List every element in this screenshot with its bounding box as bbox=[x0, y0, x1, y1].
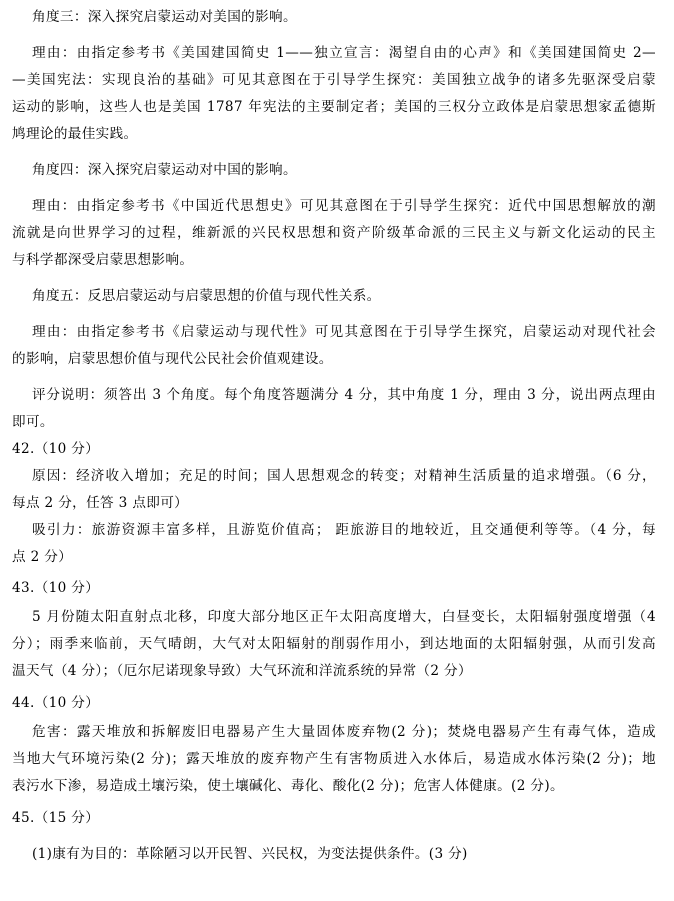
q43-answer-line-1: 5 月份随太阳直射点北移，印度大部分地区正午太阳高度增大，白昼变长，太阳辐射强度增强（4 bbox=[32, 609, 656, 625]
q45-part-1-answer: (1)康有为目的：革除陋习以开民智、兴民权，为变法提供条件。(3 分) bbox=[32, 846, 468, 862]
reason-four-line-3: 与科学都深受启蒙思想影响。 bbox=[12, 252, 194, 268]
q44-answer-line-1: 危害：露天堆放和拆解废旧电器易产生大量固体废弃物(2 分)；焚烧电器易产生有毒气体，造成 bbox=[32, 724, 656, 740]
question-42-heading: 42.（10 分） bbox=[12, 441, 100, 457]
q42-attraction-line-2: 点 2 分） bbox=[12, 549, 73, 565]
reason-three-line-2: —美国宪法：实现良治的基础》可见其意图在于引导学生探究：美国独立战争的诸多先驱深受启蒙 bbox=[12, 72, 656, 88]
q44-answer-line-2: 当地大气环境污染(2 分)；露天堆放的废弃物产生有害物质进入水体后，易造成水体污染(2 分)；地 bbox=[12, 751, 656, 767]
angle-three-heading: 角度三：深入探究启蒙运动对美国的影响。 bbox=[32, 9, 297, 25]
reason-five-line-1: 理由：由指定参考书《启蒙运动与现代性》可见其意图在于引导学生探究，启蒙运动对现代社会 bbox=[32, 324, 656, 340]
q42-attraction-line-1: 吸引力：旅游资源丰富多样，且游览价值高； 距旅游目的地较近，且交通便利等等。（4 分，每 bbox=[32, 522, 656, 538]
reason-five-line-2: 的影响，启蒙思想价值与现代公民社会价值观建设。 bbox=[12, 351, 333, 367]
question-45-heading: 45.（15 分） bbox=[12, 810, 100, 826]
angle-four-heading: 角度四：深入探究启蒙运动对中国的影响。 bbox=[32, 162, 297, 178]
reason-four-line-2: 流就是向世界学习的过程，维新派的兴民权思想和资产阶级革命派的三民主义与新文化运动的民主 bbox=[12, 225, 656, 241]
angle-five-heading: 角度五：反思启蒙运动与启蒙思想的价值与现代性关系。 bbox=[32, 288, 381, 304]
reason-three-line-4: 鸠理论的最佳实践。 bbox=[12, 126, 138, 142]
q44-answer-line-3: 表污水下渗，易造成土壤污染，使土壤碱化、毒化、酸化(2 分)；危害人体健康。(2 分)。 bbox=[12, 778, 564, 794]
reason-three-line-1: 理由：由指定参考书《美国建国简史 1——独立宣言：渴望自由的心声》和《美国建国简史 2— bbox=[32, 45, 656, 61]
q42-reason-line-1: 原因：经济收入增加；充足的时间；国人思想观念的转变；对精神生活质量的追求增强。（6 分， bbox=[32, 468, 656, 484]
scoring-note-line-1: 评分说明：须答出 3 个角度。每个角度答题满分 4 分，其中角度 1 分，理由 3 分，说出两点理由 bbox=[32, 387, 656, 403]
reason-three-line-3: 运动的影响，这些人也是美国 1787 年宪法的主要制定者；美国的三权分立政体是启蒙思想家孟德斯 bbox=[12, 99, 656, 115]
scoring-note-line-2: 即可。 bbox=[12, 414, 54, 430]
q43-answer-line-2: 分）；雨季来临前，天气晴朗，大气对太阳辐射的削弱作用小，到达地面的太阳辐射强，从而引发高 bbox=[12, 636, 656, 652]
question-44-heading: 44.（10 分） bbox=[12, 695, 100, 711]
q43-answer-line-3: 温天气（4 分）；（厄尔尼诺现象导致）大气环流和洋流系统的异常（2 分） bbox=[12, 663, 472, 679]
q42-reason-line-2: 每点 2 分，任答 3 点即可） bbox=[12, 495, 189, 511]
question-43-heading: 43.（10 分） bbox=[12, 580, 100, 596]
reason-four-line-1: 理由：由指定参考书《中国近代思想史》可见其意图在于引导学生探究：近代中国思想解放的潮 bbox=[32, 198, 656, 214]
